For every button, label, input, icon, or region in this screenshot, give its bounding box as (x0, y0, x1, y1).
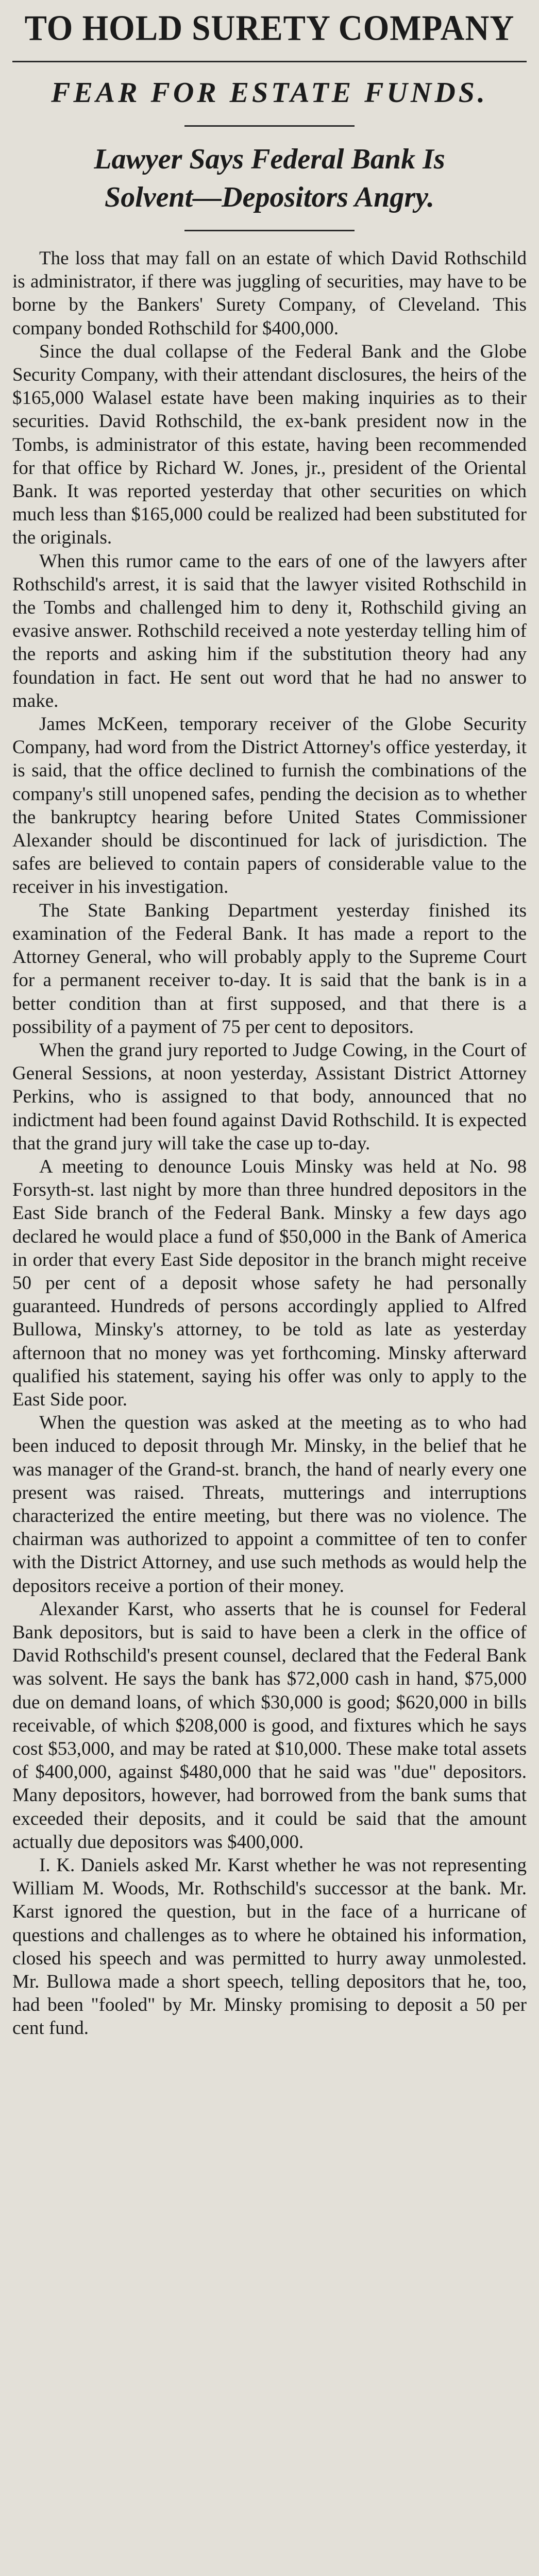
second-deck-line-2: Solvent—Depositors Angry. (105, 181, 434, 213)
paragraph-grand-jury: When the grand jury reported to Judge Cowing, in the Court of General Sessions, at noon yesterday, Assistant District Attorney Perkins, who is assigned to that body, announced that no indictment had been found against David Rothschild. It is expected that the grand jury will take the case up to-day. (12, 1039, 527, 1154)
body-rule (184, 230, 354, 231)
article-body (12, 247, 527, 2040)
paragraph-receiver: James McKeen, temporary receiver of the Globe Security Company, had word from the District Attorney's office yesterday, it is said, that the office declined to furnish the combinations of the company's still unopened safes, pending the decision as to whether the bankruptcy hearing before United States Commissioner Alexander should be discontinued for lack of jurisdiction. The safes are believed to contain papers of considerable value to the receiver in his investigation. (12, 714, 527, 898)
headline: TO HOLD SURETY COMPANY (24, 8, 515, 48)
paragraph-karst: Alexander Karst, who asserts that he is counsel for Federal Bank depositors, but is said to have been a clerk in the office of David Rothschild's present counsel, declared that the Federal Bank was solvent. He says the bank has $72,000 cash in hand, $75,000 due on demand loans, of which $30,000 is good; $620,000 in bills receivable, of which $208,000 is good, and fixtures which he says cost $53,000, and may be rated at $10,000. These make total assets of $400,000, against $480,000 that he said was "due" depositors. Many depositors, however, had borrowed from the bank sums that exceeded their deposits, and it could be said that the amount actually due depositors was $400,000. (12, 1598, 527, 1853)
first-deck: FEAR FOR ESTATE FUNDS. (51, 77, 488, 109)
paragraph-banking-department: The State Banking Department yesterday finished its examination of the Federal Bank. It has made a report to the Attorney General, who will probably apply to the Supreme Court for a permanent receiver to-day. It is said that the bank is in a better condition than at first supposed, and that there is a possibility of a payment of 75 per cent to depositors. (12, 900, 527, 1038)
paragraph-meeting-question: When the question was asked at the meeting as to who had been induced to deposit through Mr. Minsky, in the belief that he was manager of the Grand-st. branch, the hand of nearly every one present was raised. Threats, mutterings and interruptions characterized the entire meeting, but there was no violence. The chairman was authorized to appoint a committee of ten to confer with the District Attorney, and use such methods as would help the depositors receive a portion of their money. (12, 1412, 527, 1597)
paragraph-rumor: When this rumor came to the ears of one of the lawyers after Rothschild's arrest, it is said that the lawyer visited Rothschild in the Tombs and challenged him to deny it, Rothschild giving an evasive answer. Rothschild received a note yesterday telling him of the reports and asking him if the substitution theory had any foundation in fact. He sent out word that he had no answer to make. (12, 550, 527, 711)
paragraph-walasel-estate: Since the dual collapse of the Federal Bank and the Globe Security Company, with their attendant disclosures, the heirs of the $165,000 Walasel estate have been making inquiries as to their securities. David Rothschild, the ex-bank president now in the Tombs, is administrator of this estate, having been recommended for that office by Richard W. Jones, jr., president of the Oriental Bank. It was reported yesterday that other securities on which much less than $165,000 could be realized had been substituted for the originals. (12, 341, 527, 549)
paragraph-daniels: I. K. Daniels asked Mr. Karst whether he was not representing William M. Woods, Mr. Rothschild's successor at the bank. Mr. Karst ignored the question, but in the face of a hurricane of questions and challenges as to where he obtained his information, closed his speech and was permitted to hurry away unmolested. Mr. Bullowa made a short speech, telling depositors that he, too, had been "fooled" by Mr. Minsky promising to deposit a 50 per cent fund. (12, 1855, 527, 2039)
second-deck-line-1: Lawyer Says Federal Bank Is (94, 143, 445, 175)
paragraph-minsky-meeting: A meeting to denounce Louis Minsky was held at No. 98 Forsyth-st. last night by more than three hundred depositors in the East Side branch of the Federal Bank. Minsky a few days ago declared he would place a fund of $50,000 in the Bank of America in order that every East Side depositor in the branch might receive 50 per cent of a deposit whose safety he had personally guaranteed. Hundreds of persons accordingly applied to Alfred Bullowa, Minsky's attorney, to be told as late as yesterday afternoon that no money was yet forthcoming. Minsky afterward qualified his statement, saying his offer was only to apply to the East Side poor. (12, 1156, 527, 1410)
second-deck (12, 140, 527, 216)
paragraph-surety-loss: The loss that may fall on an estate of which David Rothschild is administrator, if there was juggling of securities, may have to be borne by the Bankers' Surety Company, of Cleveland. This company bonded Rothschild for $400,000. (12, 248, 527, 339)
headline-rule (12, 61, 527, 62)
deck-rule (184, 125, 354, 127)
